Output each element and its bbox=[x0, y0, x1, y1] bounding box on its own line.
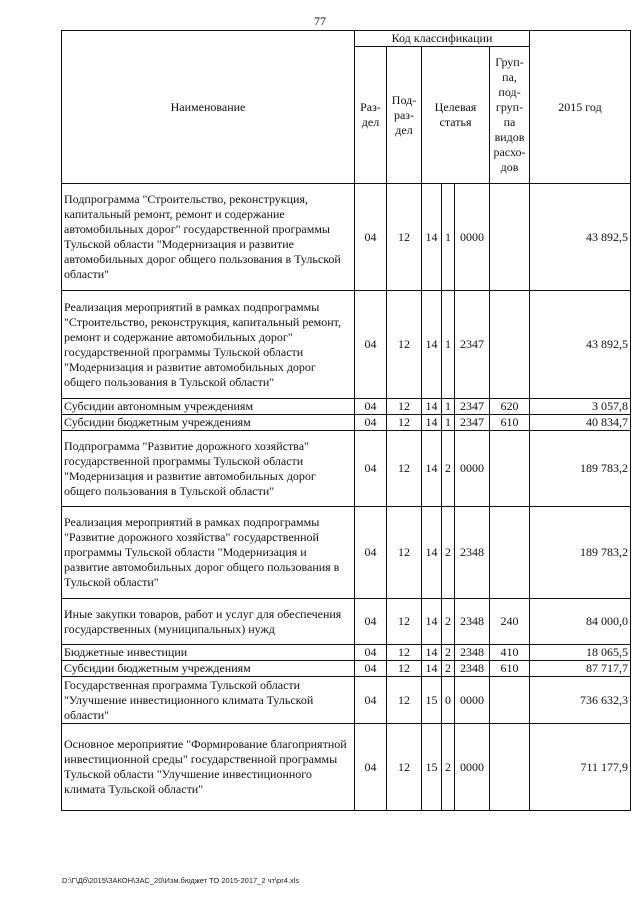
row-podrazdel: 12 bbox=[387, 724, 422, 811]
row-expense-group bbox=[490, 184, 530, 291]
row-razdel: 04 bbox=[355, 184, 387, 291]
row-target-direction: 2348 bbox=[455, 661, 490, 677]
row-podrazdel: 12 bbox=[387, 431, 422, 507]
table-row bbox=[62, 291, 631, 399]
table-row bbox=[62, 599, 631, 645]
row-amount-2015: 18 065,5 bbox=[530, 645, 631, 661]
row-razdel: 04 bbox=[355, 415, 387, 431]
row-target-direction: 0000 bbox=[455, 677, 490, 724]
row-target-direction: 0000 bbox=[455, 184, 490, 291]
row-target-program: 14 bbox=[422, 599, 442, 645]
row-target-program: 14 bbox=[422, 431, 442, 507]
header-name: Наименование bbox=[62, 31, 355, 184]
table-row bbox=[62, 645, 631, 661]
row-amount-2015: 40 834,7 bbox=[530, 415, 631, 431]
header-year: 2015 год bbox=[530, 31, 631, 184]
row-razdel: 04 bbox=[355, 724, 387, 811]
row-target-direction: 2348 bbox=[455, 599, 490, 645]
row-target-direction: 2347 bbox=[455, 291, 490, 399]
row-name: Подпрограмма "Строительство, реконструкция, капитальный ремонт, ремонт и содержание автомобильных дорог" государственной программы Тульской области "Модернизация и развитие автомобильных дорог общего пользования в Тульской области" bbox=[62, 184, 355, 291]
row-expense-group: 610 bbox=[490, 661, 530, 677]
row-podrazdel: 12 bbox=[387, 599, 422, 645]
row-target-direction: 2348 bbox=[455, 507, 490, 599]
row-amount-2015: 736 632,3 bbox=[530, 677, 631, 724]
table-row bbox=[62, 677, 631, 724]
row-amount-2015: 87 717,7 bbox=[530, 661, 631, 677]
row-target-program: 15 bbox=[422, 677, 442, 724]
row-razdel: 04 bbox=[355, 661, 387, 677]
row-target-subprogram: 1 bbox=[442, 399, 455, 415]
file-path-footer: D:\Г\Дб\2015\ЗАКОН\ЗАС_20\Изм.бюджет ТО 2015-2017_2 чт\pr4.xls bbox=[62, 876, 300, 885]
row-podrazdel: 12 bbox=[387, 415, 422, 431]
row-razdel: 04 bbox=[355, 599, 387, 645]
budget-table bbox=[61, 30, 631, 811]
row-name: Иные закупки товаров, работ и услуг для обеспечения государственных (муниципальных) нужд bbox=[62, 599, 355, 645]
row-target-subprogram: 2 bbox=[442, 645, 455, 661]
row-amount-2015: 189 783,2 bbox=[530, 507, 631, 599]
table-row bbox=[62, 661, 631, 677]
row-name: Реализация мероприятий в рамках подпрограммы "Строительство, реконструкция, капитальный ремонт, ремонт и содержание автомобильных дорог" государственной программы Тульской области "Модернизация и развитие автомобильных дорог общего пользования в Тульской области" bbox=[62, 291, 355, 399]
row-podrazdel: 12 bbox=[387, 291, 422, 399]
table-row bbox=[62, 431, 631, 507]
table-row bbox=[62, 184, 631, 291]
header-target-article: Целевая статья bbox=[422, 47, 490, 184]
row-razdel: 04 bbox=[355, 399, 387, 415]
row-name: Бюджетные инвестиции bbox=[62, 645, 355, 661]
page-number: 77 bbox=[314, 14, 326, 28]
row-podrazdel: 12 bbox=[387, 645, 422, 661]
row-podrazdel: 12 bbox=[387, 507, 422, 599]
row-target-direction: 2347 bbox=[455, 399, 490, 415]
table-row bbox=[62, 507, 631, 599]
row-razdel: 04 bbox=[355, 291, 387, 399]
row-target-program: 14 bbox=[422, 291, 442, 399]
row-name: Подпрограмма "Развитие дорожного хозяйства" государственной программы Тульской области "Модернизация и развитие автомобильных дорог общего пользования в Тульской области" bbox=[62, 431, 355, 507]
row-target-subprogram: 2 bbox=[442, 599, 455, 645]
row-podrazdel: 12 bbox=[387, 677, 422, 724]
row-target-subprogram: 1 bbox=[442, 291, 455, 399]
table-row bbox=[62, 724, 631, 811]
row-expense-group bbox=[490, 724, 530, 811]
row-name: Государственная программа Тульской области "Улучшение инвестиционного климата Тульской области" bbox=[62, 677, 355, 724]
table-body bbox=[62, 184, 631, 811]
row-target-direction: 0000 bbox=[455, 724, 490, 811]
row-target-subprogram: 2 bbox=[442, 661, 455, 677]
table-row bbox=[62, 415, 631, 431]
row-name: Субсидии бюджетным учреждениям bbox=[62, 661, 355, 677]
row-expense-group: 410 bbox=[490, 645, 530, 661]
header-podrazdel: Под- раз- дел bbox=[387, 47, 422, 184]
row-target-subprogram: 1 bbox=[442, 415, 455, 431]
row-target-program: 14 bbox=[422, 661, 442, 677]
row-expense-group bbox=[490, 291, 530, 399]
row-podrazdel: 12 bbox=[387, 661, 422, 677]
row-amount-2015: 711 177,9 bbox=[530, 724, 631, 811]
row-razdel: 04 bbox=[355, 431, 387, 507]
header-expense-group: Груп- па, под- груп- па видов расхо- дов bbox=[490, 47, 530, 184]
row-expense-group: 240 bbox=[490, 599, 530, 645]
header-razdel: Раз- дел bbox=[355, 47, 387, 184]
row-name: Субсидии автономным учреждениям bbox=[62, 399, 355, 415]
row-target-subprogram: 2 bbox=[442, 507, 455, 599]
row-expense-group bbox=[490, 507, 530, 599]
row-target-subprogram: 2 bbox=[442, 724, 455, 811]
row-amount-2015: 84 000,0 bbox=[530, 599, 631, 645]
row-amount-2015: 189 783,2 bbox=[530, 431, 631, 507]
row-name: Реализация мероприятий в рамках подпрограммы "Развитие дорожного хозяйства" государственной программы Тульской области "Модернизация и развитие автомобильных дорог общего пользования в Тульской области" bbox=[62, 507, 355, 599]
row-expense-group bbox=[490, 431, 530, 507]
table-row bbox=[62, 399, 631, 415]
row-target-direction: 0000 bbox=[455, 431, 490, 507]
row-target-program: 15 bbox=[422, 724, 442, 811]
row-target-program: 14 bbox=[422, 184, 442, 291]
row-expense-group: 620 bbox=[490, 399, 530, 415]
row-target-direction: 2347 bbox=[455, 415, 490, 431]
row-amount-2015: 43 892,5 bbox=[530, 291, 631, 399]
table-header bbox=[62, 31, 631, 184]
row-target-program: 14 bbox=[422, 507, 442, 599]
row-amount-2015: 43 892,5 bbox=[530, 184, 631, 291]
row-target-program: 14 bbox=[422, 415, 442, 431]
row-target-direction: 2348 bbox=[455, 645, 490, 661]
row-expense-group: 610 bbox=[490, 415, 530, 431]
row-target-subprogram: 2 bbox=[442, 431, 455, 507]
row-razdel: 04 bbox=[355, 645, 387, 661]
row-podrazdel: 12 bbox=[387, 184, 422, 291]
row-expense-group bbox=[490, 677, 530, 724]
row-target-subprogram: 0 bbox=[442, 677, 455, 724]
row-name: Субсидии бюджетным учреждениям bbox=[62, 415, 355, 431]
row-podrazdel: 12 bbox=[387, 399, 422, 415]
row-amount-2015: 3 057,8 bbox=[530, 399, 631, 415]
header-classification: Код классификации bbox=[355, 31, 530, 47]
row-razdel: 04 bbox=[355, 507, 387, 599]
row-target-program: 14 bbox=[422, 645, 442, 661]
row-target-program: 14 bbox=[422, 399, 442, 415]
row-target-subprogram: 1 bbox=[442, 184, 455, 291]
row-razdel: 04 bbox=[355, 677, 387, 724]
row-name: Основное мероприятие "Формирование благоприятной инвестиционной среды" государственной программы Тульской области "Улучшение инвестиционного климата Тульской области" bbox=[62, 724, 355, 811]
